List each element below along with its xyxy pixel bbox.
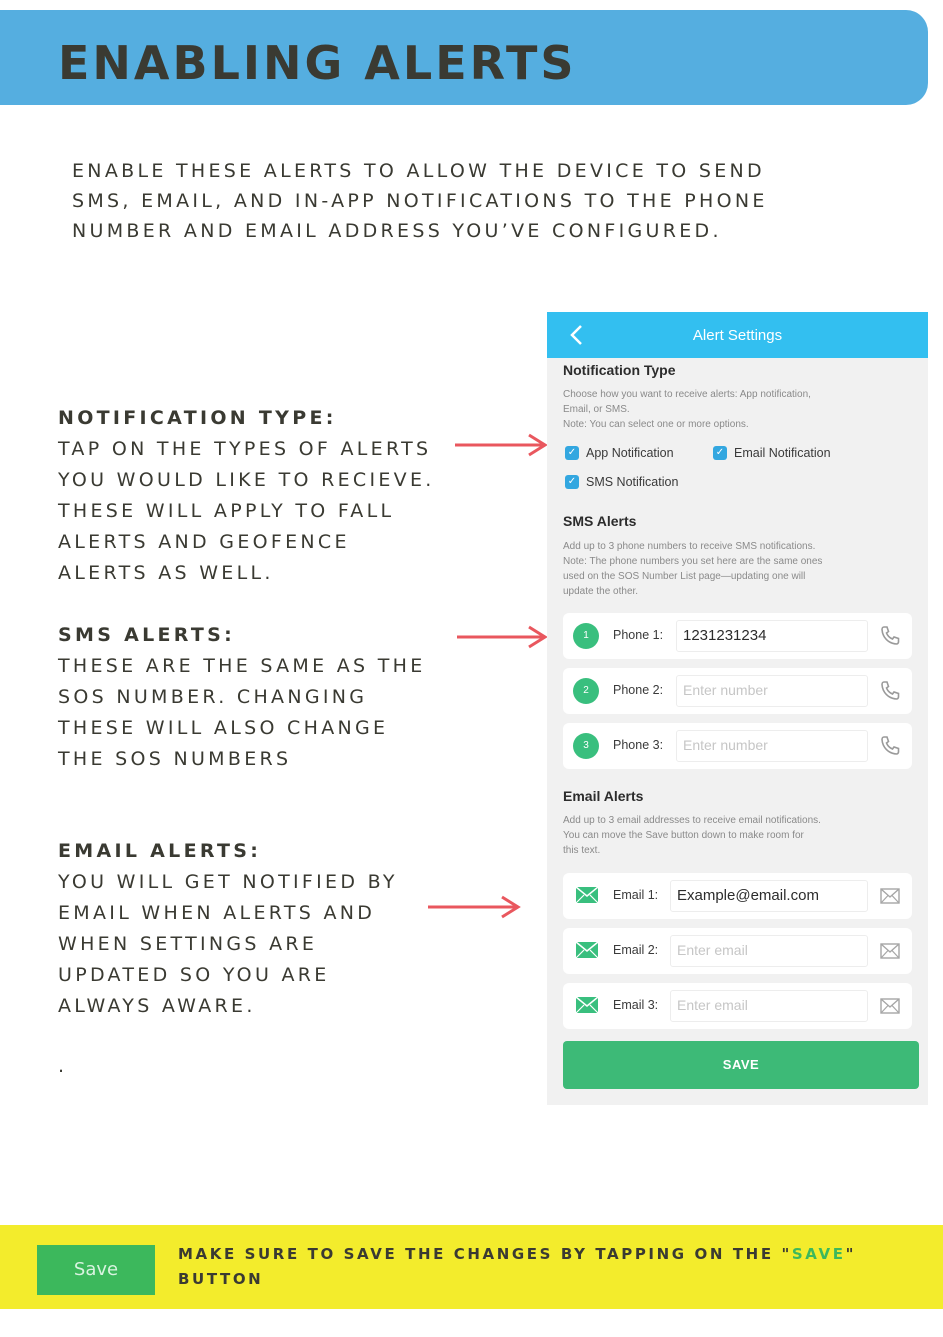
footer-line — [178, 1242, 856, 1267]
note-line: You can move the Save button down to make room for — [563, 830, 804, 841]
notification-type-title: Notification Type — [563, 362, 676, 378]
note-line: this text. — [563, 845, 601, 856]
number-badge: 2 — [573, 678, 599, 704]
number-badge: 3 — [573, 733, 599, 759]
trailing-period: . — [58, 1055, 65, 1077]
phone-label: Phone 3: — [613, 738, 664, 752]
intro-line: NUMBER AND EMAIL ADDRESS YOU’VE CONFIGURED. — [72, 220, 722, 242]
notification-type-line: TAP ON THE TYPES OF ALERTS — [58, 438, 432, 460]
phone-1-input[interactable]: 1231231234 — [676, 620, 868, 652]
email-row-2 — [563, 928, 912, 974]
sms-alerts-line: THE SOS NUMBERS — [58, 748, 292, 770]
footer-instruction — [178, 1242, 856, 1292]
email-alerts-line: YOU WILL GET NOTIFIED BY — [58, 871, 398, 893]
email-alerts-heading: EMAIL ALERTS: — [58, 840, 262, 862]
arrow-right-icon — [453, 432, 549, 458]
app-header — [547, 312, 928, 358]
email-alerts-title: Email Alerts — [563, 788, 644, 804]
phone-call-icon[interactable] — [878, 679, 902, 703]
footer-text-segment: MAKE SURE TO SAVE THE CHANGES BY TAPPING ON THE " — [178, 1245, 792, 1263]
checkbox-label: SMS Notification — [586, 475, 679, 489]
phone-label: Phone 2: — [613, 683, 664, 697]
envelope-icon — [575, 885, 599, 905]
sms-alerts-line: THESE WILL ALSO CHANGE — [58, 717, 389, 739]
phone-call-icon[interactable] — [878, 624, 902, 648]
sms-alerts-line: SOS NUMBER. CHANGING — [58, 686, 368, 708]
email-label: Email 3: — [613, 998, 659, 1012]
footer-banner — [0, 1225, 943, 1309]
title-banner — [0, 10, 928, 105]
footer-text-segment: " — [845, 1245, 856, 1263]
mail-outline-icon[interactable] — [878, 939, 902, 963]
email-row-3 — [563, 983, 912, 1029]
notification-type-section — [58, 403, 435, 589]
notification-type-line: ALERTS AS WELL. — [58, 562, 274, 584]
phone-row-3 — [563, 723, 912, 769]
sms-alerts-line: THESE ARE THE SAME AS THE — [58, 655, 426, 677]
checkmark-icon: ✓ — [713, 446, 727, 460]
phone-row-2 — [563, 668, 912, 714]
checkmark-icon: ✓ — [565, 446, 579, 460]
note-line: Note: The phone numbers you set here are the same ones — [563, 556, 823, 567]
notification-type-line: THESE WILL APPLY TO FALL — [58, 500, 395, 522]
arrow-right-icon — [455, 624, 549, 650]
note-line: Add up to 3 phone numbers to receive SMS notifications. — [563, 541, 816, 552]
note-line: used on the SOS Number List page—updating one will — [563, 571, 806, 582]
phone-row-1 — [563, 613, 912, 659]
screen-title: Alert Settings — [692, 327, 783, 344]
sms-notification-checkbox[interactable] — [565, 475, 678, 489]
sms-alerts-heading: SMS ALERTS: — [58, 624, 236, 646]
intro-line: SMS, EMAIL, AND IN-APP NOTIFICATIONS TO THE PHONE — [72, 190, 768, 212]
intro-line: ENABLE THESE ALERTS TO ALLOW THE DEVICE TO SEND — [72, 160, 765, 182]
footer-line: BUTTON — [178, 1270, 264, 1288]
notification-type-heading: NOTIFICATION TYPE: — [58, 407, 337, 429]
email-3-input[interactable]: Enter email — [670, 990, 868, 1022]
app-notification-checkbox[interactable] — [565, 446, 674, 460]
envelope-icon — [575, 940, 599, 960]
email-2-input[interactable]: Enter email — [670, 935, 868, 967]
note-line: Choose how you want to receive alerts: App notification, — [563, 389, 811, 400]
checkmark-icon: ✓ — [565, 475, 579, 489]
email-label: Email 2: — [613, 943, 659, 957]
arrow-right-icon — [426, 894, 522, 920]
mail-outline-icon[interactable] — [878, 884, 902, 908]
footer-save-highlight: SAVE — [791, 1245, 846, 1263]
notification-type-line: ALERTS AND GEOFENCE — [58, 531, 350, 553]
save-button[interactable]: SAVE — [563, 1041, 919, 1089]
alert-settings-screen — [547, 312, 928, 1105]
note-line: Note: You can select one or more options. — [563, 419, 749, 430]
email-notification-checkbox[interactable] — [713, 446, 831, 460]
email-alerts-line: ALWAYS AWARE. — [58, 995, 256, 1017]
checkbox-label: Email Notification — [734, 446, 831, 460]
mail-outline-icon[interactable] — [878, 994, 902, 1018]
note-line: Email, or SMS. — [563, 404, 630, 415]
email-alerts-line: UPDATED SO YOU ARE — [58, 964, 330, 986]
email-1-input[interactable]: Example@email.com — [670, 880, 868, 912]
phone-2-input[interactable]: Enter number — [676, 675, 868, 707]
email-alerts-section — [58, 836, 398, 1022]
number-badge: 1 — [573, 623, 599, 649]
page-title: ENABLING ALERTS — [58, 36, 577, 90]
email-alerts-note — [563, 813, 913, 858]
phone-label: Phone 1: — [613, 628, 664, 642]
sms-alerts-section — [58, 620, 426, 775]
note-line: update the other. — [563, 586, 639, 597]
email-row-1 — [563, 873, 912, 919]
envelope-icon — [575, 995, 599, 1015]
phone-call-icon[interactable] — [878, 734, 902, 758]
save-button-example[interactable]: Save — [37, 1245, 155, 1295]
phone-3-input[interactable]: Enter number — [676, 730, 868, 762]
notification-type-line: YOU WOULD LIKE TO RECIEVE. — [58, 469, 435, 491]
checkbox-label: App Notification — [586, 446, 674, 460]
email-alerts-line: WHEN SETTINGS ARE — [58, 933, 318, 955]
intro-paragraph — [72, 156, 872, 246]
sms-alerts-note — [563, 539, 913, 599]
email-label: Email 1: — [613, 888, 659, 902]
email-alerts-line: EMAIL WHEN ALERTS AND — [58, 902, 376, 924]
sms-alerts-title: SMS Alerts — [563, 513, 637, 529]
notification-type-note — [563, 387, 913, 432]
note-line: Add up to 3 email addresses to receive email notifications. — [563, 815, 821, 826]
